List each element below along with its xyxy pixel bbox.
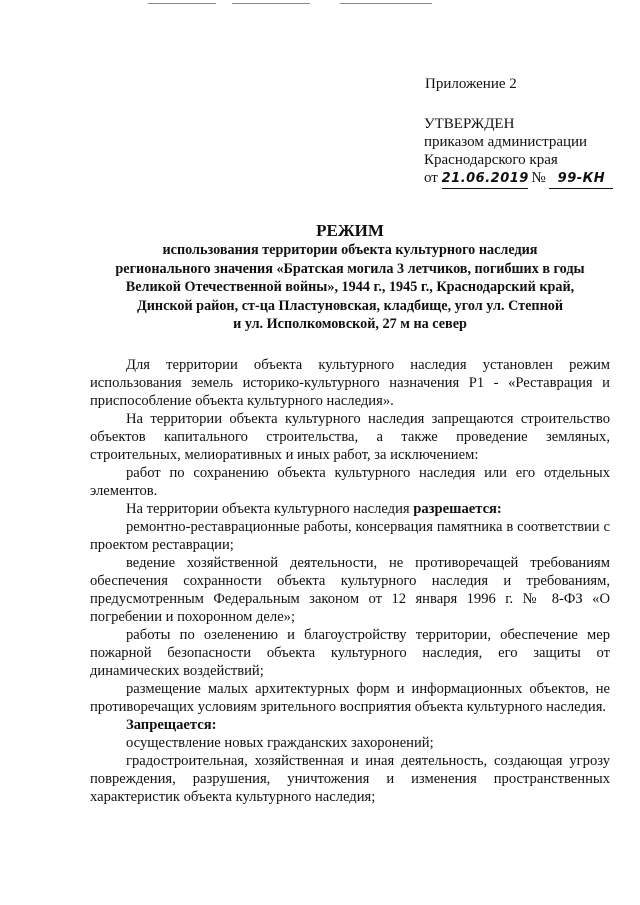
paragraph: градостроительная, хозяйственная и иная деятельность, создающая угрозу повреждения, разрушения, уничтожения и изменения пространственных характеристик объекта культурного наследия; — [90, 753, 610, 805]
approval-block — [424, 115, 613, 189]
approval-line: приказом администрации — [424, 134, 588, 150]
scan-mark — [148, 3, 216, 4]
subtitle-line: регионального значения «Братская могила 3 летчиков, погибших в годы — [115, 260, 585, 277]
paragraph: Для территории объекта культурного наследия установлен режим использования земель историко-культурного назначения Р1 - «Реставрация и приспособление объекта культурного наследия». — [90, 357, 610, 409]
document-body — [90, 356, 610, 806]
number-prefix: № — [531, 170, 546, 186]
date-prefix: от — [424, 170, 438, 186]
appendix-label: Приложение 2 — [425, 76, 517, 92]
subtitle-line: Динской район, ст-ца Пластуновская, кладбище, угол ул. Степной — [136, 297, 564, 314]
paragraph-text: На территории объекта культурного наследия — [126, 501, 410, 517]
approval-date-line — [424, 169, 613, 189]
approved-heading: УТВЕРЖДЕН — [424, 116, 515, 132]
paragraph-heading: Запрещается: — [126, 717, 217, 733]
paragraph: размещение малых архитектурных форм и информационных объектов, не противоречащих условиям зрительного восприятия объекта культурного наследия. — [90, 681, 610, 715]
subtitle-line: использования территории объекта культурного наследия — [162, 242, 538, 258]
paragraph-bold: разрешается: — [413, 501, 502, 517]
scan-mark — [232, 3, 310, 4]
paragraph: работы по озеленению и благоустройству территории, обеспечение мер пожарной безопасности объекта культурного наследия, его защиты от динамических воздействий; — [90, 627, 610, 679]
paragraph: ведение хозяйственной деятельности, не противоречащей требованиям обеспечения сохранности объекта культурного наследия и требованиям, предусмотренным Федеральным законом от 12 января 1996 г. № 8-ФЗ «О погребении и похоронном деле»; — [90, 555, 610, 625]
order-number: 99-КН — [549, 170, 613, 189]
paragraph: На территории объекта культурного наследия запрещаются строительство объектов капитального строительства, а также проведение земляных, строительных, мелиоративных и иных работ, за исключением: — [90, 411, 610, 463]
subtitle-line: Великой Отечественной войны», 1944 г., 1945 г., Краснодарский край, — [125, 279, 575, 295]
subtitle-line: и ул. Исполкомовской, 27 м на север — [233, 316, 467, 332]
paragraph — [90, 500, 610, 518]
document-title: РЕЖИМ — [316, 221, 384, 240]
scan-mark — [340, 3, 432, 4]
paragraph: осуществление новых гражданских захоронений; — [126, 735, 434, 751]
approval-line: Краснодарского края — [424, 152, 558, 168]
paragraph: ремонтно-реставрационные работы, консервация памятника в соответствии с проектом реставрации; — [90, 519, 610, 553]
paragraph: работ по сохранению объекта культурного наследия или его отдельных элементов. — [90, 465, 610, 499]
document-subtitle — [95, 241, 605, 334]
date-value: 21.06.2019 — [442, 170, 528, 189]
